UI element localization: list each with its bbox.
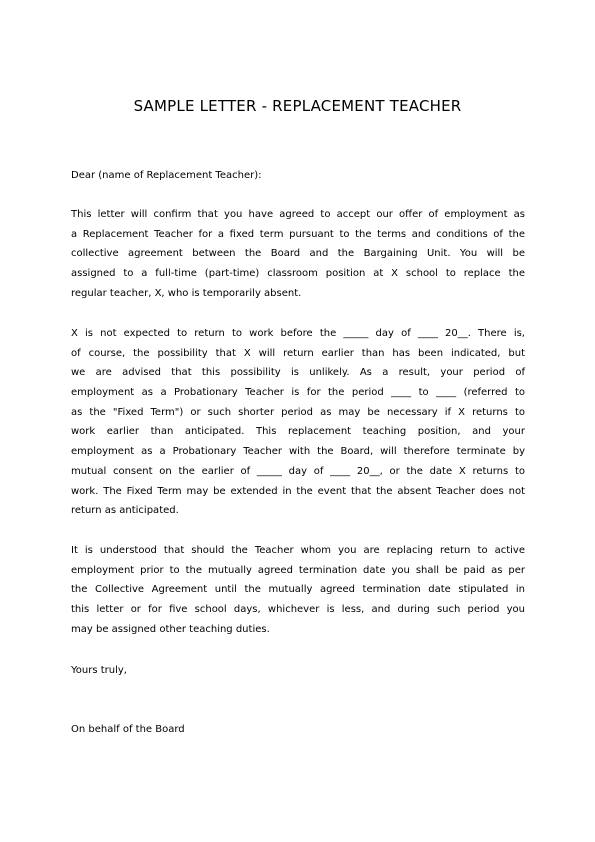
paragraph-confirmation	[71, 205, 525, 303]
paragraph-line: employment as a Probationary Teacher with the Board, will therefore terminate by	[71, 446, 525, 458]
letter-title: SAMPLE LETTER - REPLACEMENT TEACHER	[133, 97, 462, 115]
paragraph-line: work earlier than anticipated. This replacement teaching position, and your	[71, 426, 525, 438]
paragraph-early-return	[71, 541, 525, 639]
paragraph-line: assigned to a full-time (part-time) classroom position at X school to replace the	[71, 268, 525, 280]
paragraph-fixed-term	[71, 324, 525, 521]
paragraph-line: regular teacher, X, who is temporarily absent.	[71, 287, 302, 299]
paragraph-line: of course, the possibility that X will return earlier than has been indicated, but	[71, 347, 525, 359]
paragraph-line: This letter will confirm that you have agreed to accept our offer of employment as	[71, 209, 525, 220]
paragraph-line: mutual consent on the earlier of _____ day of ____ 20__, or the date X returns to	[71, 465, 525, 477]
paragraph-line: work. The Fixed Term may be extended in the event that the absent Teacher does not	[71, 485, 525, 497]
paragraph-line: collective agreement between the Board and the Bargaining Unit. You will be	[71, 248, 525, 260]
paragraph-line: employment as a Probationary Teacher is for the period ____ to ____ (referred to	[71, 387, 525, 399]
greeting: Dear (name of Replacement Teacher):	[71, 170, 262, 181]
signoff: On behalf of the Board	[71, 724, 185, 735]
paragraph-line: It is understood that should the Teacher whom you are replacing return to active	[71, 545, 525, 556]
paragraph-line: X is not expected to return to work before the _____ day of ____ 20__. There is,	[71, 328, 525, 339]
paragraph-line: we are advised that this possibility is unlikely. As a result, your period of	[71, 367, 525, 379]
paragraph-line: as the "Fixed Term") or such shorter period as may be necessary if X returns to	[71, 406, 525, 418]
paragraph-line: may be assigned other teaching duties.	[71, 623, 270, 635]
paragraph-line: a Replacement Teacher for a fixed term pursuant to the terms and conditions of the	[71, 228, 525, 240]
closing: Yours truly,	[71, 665, 127, 676]
paragraph-line: the Collective Agreement until the mutually agreed termination date stipulated in	[71, 584, 525, 596]
paragraph-line: this letter or for five school days, whichever is less, and during such period you	[71, 604, 525, 616]
paragraph-line: employment prior to the mutually agreed termination date you shall be paid as per	[71, 564, 525, 576]
paragraph-line: return as anticipated.	[71, 505, 179, 517]
